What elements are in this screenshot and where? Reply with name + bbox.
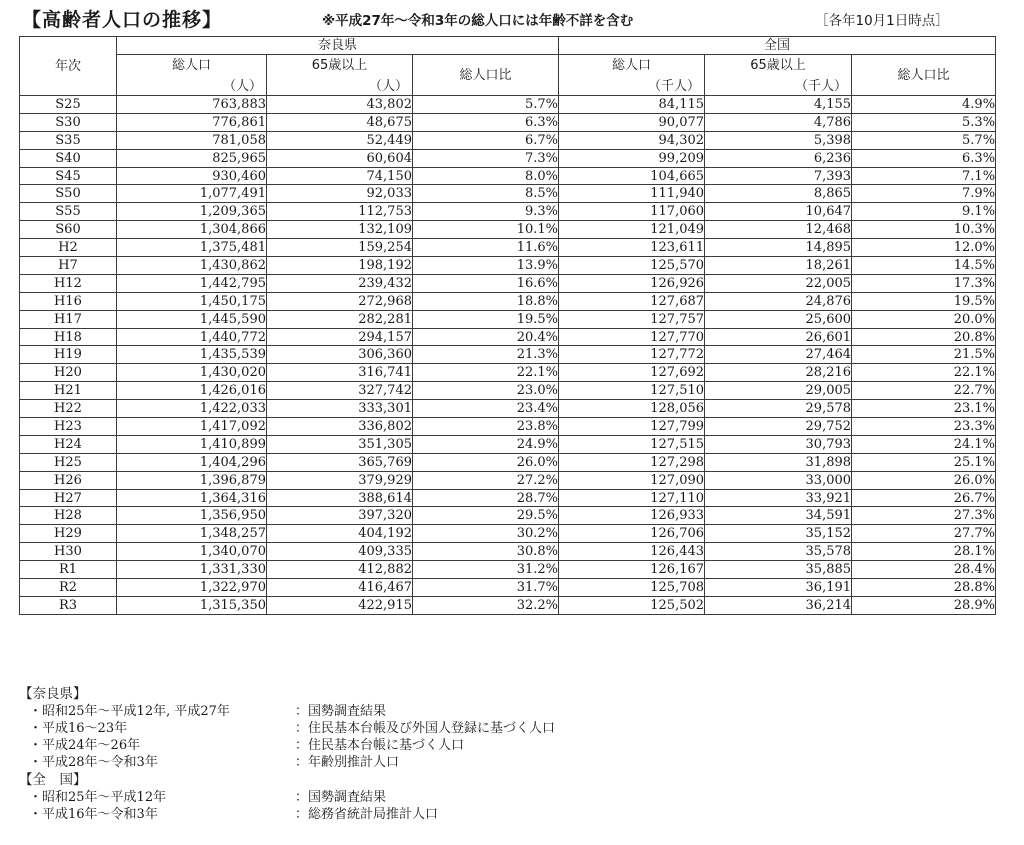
nara-total-header	[117, 55, 267, 96]
nara-65-plus-cell: 239,432	[267, 274, 413, 292]
national-ratio-cell: 6.3%	[852, 149, 996, 167]
nara-ratio-cell: 30.2%	[413, 525, 559, 543]
nara-ratio-cell: 23.0%	[413, 382, 559, 400]
nara-ratio-cell: 19.5%	[413, 310, 559, 328]
national-total-cell: 126,443	[559, 543, 705, 561]
nara-ratio-cell: 20.4%	[413, 328, 559, 346]
national-ratio-cell: 28.4%	[852, 561, 996, 579]
table-row	[20, 131, 996, 149]
source-name: ：住民基本台帳に基づく人口	[295, 738, 465, 753]
national-65-label: 65歳以上	[750, 58, 806, 73]
national-ratio-cell: 28.8%	[852, 579, 996, 597]
nara-ratio-cell: 9.3%	[413, 203, 559, 221]
national-total-cell: 126,926	[559, 274, 705, 292]
nara-ratio-cell: 31.7%	[413, 579, 559, 597]
nara-65-plus-cell: 336,802	[267, 418, 413, 436]
source-name: ：年齢別推計人口	[295, 755, 400, 770]
year-cell: S60	[20, 221, 117, 239]
nara-ratio-cell: 13.9%	[413, 257, 559, 275]
national-total-cell: 127,687	[559, 292, 705, 310]
table-row	[20, 346, 996, 364]
year-cell: R2	[20, 579, 117, 597]
nara-sources-heading: 【奈良県】	[19, 686, 87, 702]
source-name: ：国勢調査結果	[295, 704, 387, 719]
national-total-cell: 127,110	[559, 489, 705, 507]
nara-ratio-cell: 8.0%	[413, 167, 559, 185]
nara-ratio-cell: 22.1%	[413, 364, 559, 382]
nara-ratio-cell: 10.1%	[413, 221, 559, 239]
nara-total-cell: 1,331,330	[117, 561, 267, 579]
table-row	[20, 418, 996, 436]
national-total-cell: 121,049	[559, 221, 705, 239]
national-ratio-cell: 24.1%	[852, 435, 996, 453]
national-ratio-cell: 19.5%	[852, 292, 996, 310]
source-name: ：総務省統計局推計人口	[295, 807, 439, 822]
national-group-header: 全国	[559, 37, 996, 55]
year-cell: S25	[20, 96, 117, 114]
year-cell: H27	[20, 489, 117, 507]
nara-65-plus-cell: 379,929	[267, 471, 413, 489]
national-65-plus-cell: 22,005	[705, 274, 852, 292]
nara-ratio-cell: 23.4%	[413, 400, 559, 418]
nara-65-plus-cell: 306,360	[267, 346, 413, 364]
nara-ratio-cell: 24.9%	[413, 435, 559, 453]
table-row	[20, 113, 996, 131]
nara-65-plus-cell: 412,882	[267, 561, 413, 579]
national-ratio-cell: 9.1%	[852, 203, 996, 221]
nara-total-cell: 1,430,020	[117, 364, 267, 382]
national-65-plus-cell: 10,647	[705, 203, 852, 221]
nara-ratio-cell: 8.5%	[413, 185, 559, 203]
nara-65-plus-cell: 404,192	[267, 525, 413, 543]
nara-total-cell: 1,375,481	[117, 239, 267, 257]
national-65-plus-cell: 14,895	[705, 239, 852, 257]
nara-65-plus-cell: 365,769	[267, 453, 413, 471]
national-65-plus-cell: 6,236	[705, 149, 852, 167]
year-cell: R1	[20, 561, 117, 579]
table-row	[20, 328, 996, 346]
national-65-plus-cell: 29,752	[705, 418, 852, 436]
national-ratio-cell: 7.9%	[852, 185, 996, 203]
national-ratio-cell: 27.3%	[852, 507, 996, 525]
national-65-plus-cell: 33,000	[705, 471, 852, 489]
table-row	[20, 364, 996, 382]
table-row	[20, 310, 996, 328]
national-65-plus-cell: 25,600	[705, 310, 852, 328]
nara-ratio-cell: 30.8%	[413, 543, 559, 561]
year-cell: H7	[20, 257, 117, 275]
national-65-plus-cell: 35,152	[705, 525, 852, 543]
national-ratio-cell: 22.1%	[852, 364, 996, 382]
national-total-cell: 125,502	[559, 596, 705, 614]
source-item	[19, 789, 819, 806]
national-ratio-cell: 28.9%	[852, 596, 996, 614]
national-ratio-cell: 20.8%	[852, 328, 996, 346]
table-row	[20, 471, 996, 489]
nara-ratio-cell: 11.6%	[413, 239, 559, 257]
source-item	[19, 754, 819, 771]
national-total-cell: 90,077	[559, 113, 705, 131]
year-cell: S55	[20, 203, 117, 221]
national-ratio-cell: 28.1%	[852, 543, 996, 561]
year-cell: H30	[20, 543, 117, 561]
table-row	[20, 525, 996, 543]
nara-ratio-cell: 23.8%	[413, 418, 559, 436]
national-65-plus-cell: 8,865	[705, 185, 852, 203]
national-65-plus-cell: 27,464	[705, 346, 852, 364]
nara-65-plus-cell: 333,301	[267, 400, 413, 418]
nara-65-label: 65歳以上	[311, 58, 368, 73]
nara-65-plus-cell: 112,753	[267, 203, 413, 221]
national-total-cell: 125,570	[559, 257, 705, 275]
source-item	[19, 703, 819, 720]
nara-total-cell: 1,304,866	[117, 221, 267, 239]
nara-65-plus-cell: 294,157	[267, 328, 413, 346]
national-total-cell: 127,090	[559, 471, 705, 489]
nara-ratio-cell: 6.3%	[413, 113, 559, 131]
national-ratio-cell: 4.9%	[852, 96, 996, 114]
nara-total-cell: 1,077,491	[117, 185, 267, 203]
source-item	[19, 720, 819, 737]
nara-total-cell: 1,404,296	[117, 453, 267, 471]
national-ratio-cell: 23.3%	[852, 418, 996, 436]
national-total-cell: 125,708	[559, 579, 705, 597]
national-65-plus-cell: 30,793	[705, 435, 852, 453]
national-ratio-cell: 12.0%	[852, 239, 996, 257]
national-total-cell: 99,209	[559, 149, 705, 167]
table-row	[20, 543, 996, 561]
nara-65-plus-cell: 351,305	[267, 435, 413, 453]
source-period: ・平成16年～令和3年	[29, 807, 158, 822]
year-column-header: 年次	[20, 37, 117, 96]
nara-65-plus-cell: 316,741	[267, 364, 413, 382]
national-65-plus-cell: 35,578	[705, 543, 852, 561]
year-cell: H24	[20, 435, 117, 453]
year-cell: S50	[20, 185, 117, 203]
year-cell: H17	[20, 310, 117, 328]
nara-65-unit: （人）	[368, 79, 408, 94]
national-ratio-header: 総人口比	[852, 55, 996, 96]
national-65-unit: （千人）	[795, 79, 848, 94]
nara-total-cell: 1,322,970	[117, 579, 267, 597]
table-row	[20, 167, 996, 185]
nara-65-plus-cell: 272,968	[267, 292, 413, 310]
national-total-cell: 126,706	[559, 525, 705, 543]
nara-ratio-cell: 28.7%	[413, 489, 559, 507]
nara-ratio-cell: 7.3%	[413, 149, 559, 167]
nara-total-cell: 776,861	[117, 113, 267, 131]
year-cell: S40	[20, 149, 117, 167]
nara-ratio-header: 総人口比	[413, 55, 559, 96]
nara-total-cell: 1,315,350	[117, 596, 267, 614]
year-cell: S30	[20, 113, 117, 131]
table-row	[20, 221, 996, 239]
year-cell: H28	[20, 507, 117, 525]
table-row	[20, 435, 996, 453]
national-65-plus-cell: 26,601	[705, 328, 852, 346]
national-ratio-cell: 27.7%	[852, 525, 996, 543]
source-name: ：住民基本台帳及び外国人登録に基づく人口	[295, 721, 556, 736]
national-65-plus-cell: 29,005	[705, 382, 852, 400]
nara-65-plus-cell: 416,467	[267, 579, 413, 597]
source-period: ・昭和25年～平成12年, 平成27年	[29, 704, 230, 719]
table-row	[20, 292, 996, 310]
table-row	[20, 257, 996, 275]
nara-total-cell: 1,340,070	[117, 543, 267, 561]
national-total-cell: 104,665	[559, 167, 705, 185]
nara-65-plus-cell: 282,281	[267, 310, 413, 328]
nara-ratio-cell: 26.0%	[413, 453, 559, 471]
table-row	[20, 561, 996, 579]
reference-date: ［各年10月1日時点］	[815, 13, 949, 29]
table-row	[20, 96, 996, 114]
national-ratio-cell: 14.5%	[852, 257, 996, 275]
national-ratio-cell: 23.1%	[852, 400, 996, 418]
national-total-cell: 123,611	[559, 239, 705, 257]
national-65-plus-cell: 29,578	[705, 400, 852, 418]
nara-ratio-cell: 21.3%	[413, 346, 559, 364]
nara-ratio-cell: 16.6%	[413, 274, 559, 292]
nara-65-plus-cell: 48,675	[267, 113, 413, 131]
source-name: ：国勢調査結果	[295, 790, 387, 805]
national-ratio-cell: 26.7%	[852, 489, 996, 507]
nara-total-cell: 1,364,316	[117, 489, 267, 507]
national-total-cell: 94,302	[559, 131, 705, 149]
national-sources-heading: 【全 国】	[19, 772, 87, 788]
national-total-cell: 84,115	[559, 96, 705, 114]
year-cell: H23	[20, 418, 117, 436]
year-cell: H2	[20, 239, 117, 257]
national-ratio-cell: 22.7%	[852, 382, 996, 400]
table-row	[20, 382, 996, 400]
nara-65-plus-cell: 43,802	[267, 96, 413, 114]
source-item	[19, 806, 819, 823]
source-period: ・平成24年～26年	[29, 738, 141, 753]
nara-65-plus-cell: 159,254	[267, 239, 413, 257]
table-row	[20, 453, 996, 471]
nara-total-cell: 1,356,950	[117, 507, 267, 525]
national-ratio-cell: 7.1%	[852, 167, 996, 185]
national-65-plus-cell: 36,214	[705, 596, 852, 614]
source-item	[19, 737, 819, 754]
national-ratio-cell: 20.0%	[852, 310, 996, 328]
nara-total-cell: 1,442,795	[117, 274, 267, 292]
nara-group-header: 奈良県	[117, 37, 559, 55]
nara-65-plus-cell: 409,335	[267, 543, 413, 561]
year-cell: H21	[20, 382, 117, 400]
year-cell: S35	[20, 131, 117, 149]
nara-ratio-cell: 29.5%	[413, 507, 559, 525]
nara-ratio-cell: 18.8%	[413, 292, 559, 310]
year-cell: H22	[20, 400, 117, 418]
nara-total-cell: 1,422,033	[117, 400, 267, 418]
year-cell: H26	[20, 471, 117, 489]
nara-total-unit: （人）	[222, 79, 262, 94]
nara-total-cell: 1,435,539	[117, 346, 267, 364]
year-cell: H25	[20, 453, 117, 471]
nara-65-plus-cell: 60,604	[267, 149, 413, 167]
national-total-cell: 111,940	[559, 185, 705, 203]
table-row	[20, 149, 996, 167]
nara-total-cell: 763,883	[117, 96, 267, 114]
table-row	[20, 274, 996, 292]
national-65-plus-cell: 18,261	[705, 257, 852, 275]
table-row	[20, 596, 996, 614]
nara-65-plus-cell: 422,915	[267, 596, 413, 614]
nara-total-cell: 1,450,175	[117, 292, 267, 310]
source-period: ・平成16～23年	[29, 721, 128, 736]
national-total-unit: （千人）	[648, 79, 701, 94]
nara-65-plus-cell: 327,742	[267, 382, 413, 400]
national-65-plus-cell: 7,393	[705, 167, 852, 185]
nara-total-cell: 1,417,092	[117, 418, 267, 436]
nara-ratio-cell: 27.2%	[413, 471, 559, 489]
nara-ratio-cell: 31.2%	[413, 561, 559, 579]
nara-ratio-cell: 5.7%	[413, 96, 559, 114]
nara-total-cell: 1,440,772	[117, 328, 267, 346]
table-row	[20, 507, 996, 525]
year-cell: H29	[20, 525, 117, 543]
national-ratio-cell: 17.3%	[852, 274, 996, 292]
table-row	[20, 579, 996, 597]
year-cell: H20	[20, 364, 117, 382]
national-total-cell: 128,056	[559, 400, 705, 418]
nara-65-plus-cell: 52,449	[267, 131, 413, 149]
nara-total-cell: 1,348,257	[117, 525, 267, 543]
national-65-plus-cell: 36,191	[705, 579, 852, 597]
source-period: ・昭和25年～平成12年	[29, 790, 167, 805]
year-cell: H16	[20, 292, 117, 310]
nara-total-cell: 1,430,862	[117, 257, 267, 275]
national-total-cell: 126,933	[559, 507, 705, 525]
national-total-cell: 127,298	[559, 453, 705, 471]
nara-total-label: 総人口	[171, 58, 211, 73]
national-total-cell: 127,515	[559, 435, 705, 453]
source-period: ・平成28年～令和3年	[29, 755, 158, 770]
national-ratio-cell: 5.7%	[852, 131, 996, 149]
population-note: ※平成27年～令和3年の総人口には年齢不詳を含む	[322, 13, 634, 29]
table-row	[20, 203, 996, 221]
national-65-plus-cell: 24,876	[705, 292, 852, 310]
nara-65-plus-cell: 132,109	[267, 221, 413, 239]
nara-65-plus-cell: 74,150	[267, 167, 413, 185]
nara-65-plus-cell: 198,192	[267, 257, 413, 275]
national-ratio-cell: 5.3%	[852, 113, 996, 131]
national-total-cell: 126,167	[559, 561, 705, 579]
national-65-plus-cell: 31,898	[705, 453, 852, 471]
year-cell: S45	[20, 167, 117, 185]
national-ratio-cell: 21.5%	[852, 346, 996, 364]
national-total-label: 総人口	[612, 58, 652, 73]
table-body	[20, 96, 996, 615]
nara-total-cell: 825,965	[117, 149, 267, 167]
national-total-cell: 127,692	[559, 364, 705, 382]
national-65-plus-cell: 5,398	[705, 131, 852, 149]
national-65-header	[705, 55, 852, 96]
nara-total-cell: 1,445,590	[117, 310, 267, 328]
nara-total-cell: 1,426,016	[117, 382, 267, 400]
table-row	[20, 239, 996, 257]
national-65-plus-cell: 35,885	[705, 561, 852, 579]
table-row	[20, 489, 996, 507]
national-total-cell: 127,510	[559, 382, 705, 400]
nara-65-plus-cell: 397,320	[267, 507, 413, 525]
nara-ratio-cell: 6.7%	[413, 131, 559, 149]
national-65-plus-cell: 33,921	[705, 489, 852, 507]
national-65-plus-cell: 4,155	[705, 96, 852, 114]
nara-65-plus-cell: 388,614	[267, 489, 413, 507]
national-65-plus-cell: 4,786	[705, 113, 852, 131]
national-65-plus-cell: 28,216	[705, 364, 852, 382]
nara-total-cell: 1,410,899	[117, 435, 267, 453]
table-row	[20, 185, 996, 203]
nara-total-cell: 781,058	[117, 131, 267, 149]
national-ratio-cell: 26.0%	[852, 471, 996, 489]
national-total-cell: 117,060	[559, 203, 705, 221]
national-ratio-cell: 10.3%	[852, 221, 996, 239]
year-cell: H19	[20, 346, 117, 364]
year-cell: H12	[20, 274, 117, 292]
national-total-header	[559, 55, 705, 96]
year-cell: R3	[20, 596, 117, 614]
national-total-cell: 127,772	[559, 346, 705, 364]
nara-total-cell: 1,209,365	[117, 203, 267, 221]
national-ratio-cell: 25.1%	[852, 453, 996, 471]
national-total-cell: 127,770	[559, 328, 705, 346]
nara-total-cell: 1,396,879	[117, 471, 267, 489]
table-row	[20, 400, 996, 418]
document-header	[0, 0, 1024, 34]
national-65-plus-cell: 12,468	[705, 221, 852, 239]
document-title: 【高齢者人口の推移】	[22, 9, 223, 31]
nara-total-cell: 930,460	[117, 167, 267, 185]
nara-65-plus-cell: 92,033	[267, 185, 413, 203]
national-total-cell: 127,757	[559, 310, 705, 328]
year-cell: H18	[20, 328, 117, 346]
national-total-cell: 127,799	[559, 418, 705, 436]
nara-65-header	[267, 55, 413, 96]
elderly-population-table	[19, 36, 996, 615]
data-sources	[19, 685, 819, 823]
national-65-plus-cell: 34,591	[705, 507, 852, 525]
nara-ratio-cell: 32.2%	[413, 596, 559, 614]
